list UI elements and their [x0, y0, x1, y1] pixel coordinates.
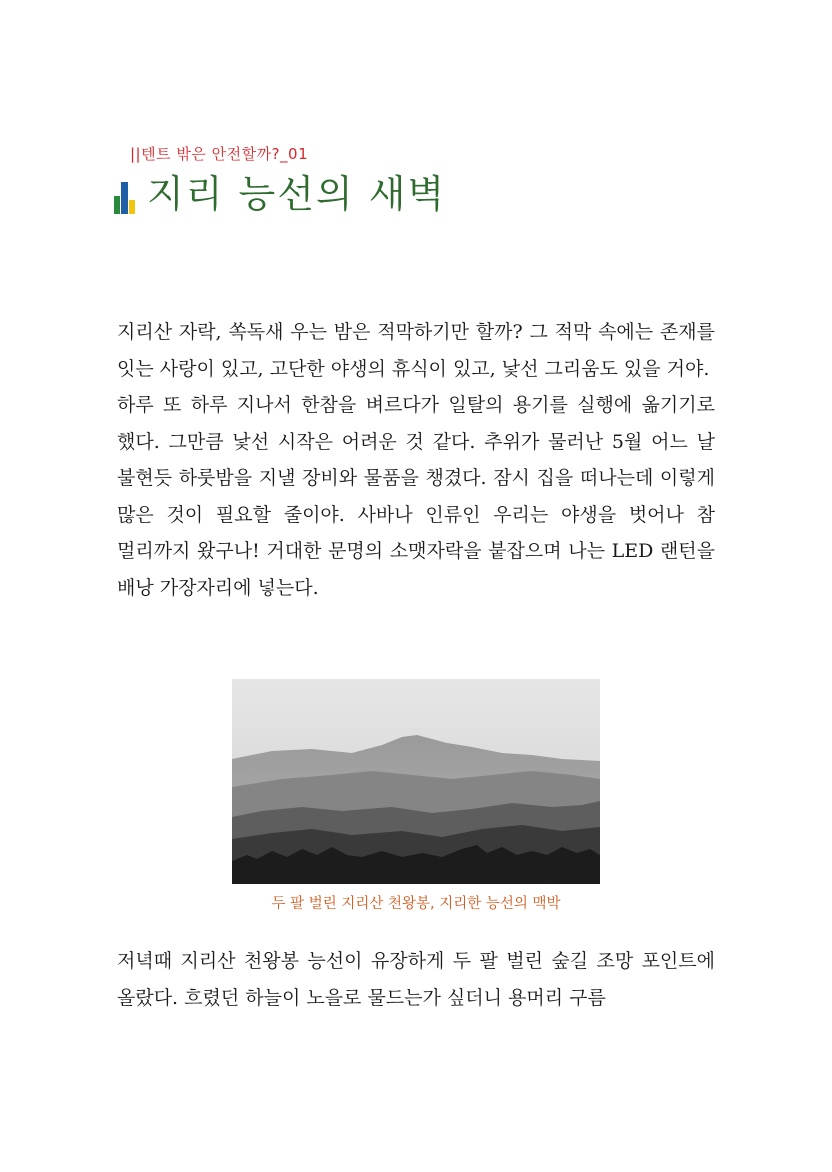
intro-text [117, 314, 715, 606]
bar-chart-icon [113, 180, 137, 214]
paragraph: 하루 또 하루 지나서 한참을 벼르다가 일탈의 용기를 실행에 옮기기로 했다. 그만큼 낯선 시작은 어려운 것 같다. 추위가 물러난 5월 어느 날 불현듯 하룻밤을 지낼 장비와 물품을 챙겼다. 잠시 집을 떠나는데 이렇게 많은 것이 필요할 줄이야. 사바나 인류인 우리는 야생을 벗어나 참 멀리까지 왔구나! 거대한 문명의 소맷자락을 붙잡으며 나는 LED 랜턴을 배낭 가장자리에 넣는다. [117, 394, 715, 599]
mountain-ridge-photo [232, 679, 600, 884]
page-title: 지리 능선의 새벽 [147, 172, 447, 216]
photo-caption: 두 팔 벌린 지리산 천왕봉, 지리한 능선의 맥박 [271, 896, 561, 912]
title-row [113, 174, 446, 214]
paragraph: 지리산 자락, 쏙독새 우는 밤은 적막하기만 할까? 그 적막 속에는 존재를 잇는 사랑이 있고, 고단한 야생의 휴식이 있고, 낯선 그리움도 있을 거야. [117, 321, 715, 380]
series-label: ||텐트 밖은 안전할까?_01 [130, 145, 309, 163]
paragraph: 저녁때 지리산 천왕봉 능선이 유장하게 두 팔 벌린 숲길 조망 포인트에 올랐다. 흐렸던 하늘이 노을로 물드는가 싶더니 용머리 구름 [117, 950, 715, 1009]
closing-text [117, 943, 715, 1016]
